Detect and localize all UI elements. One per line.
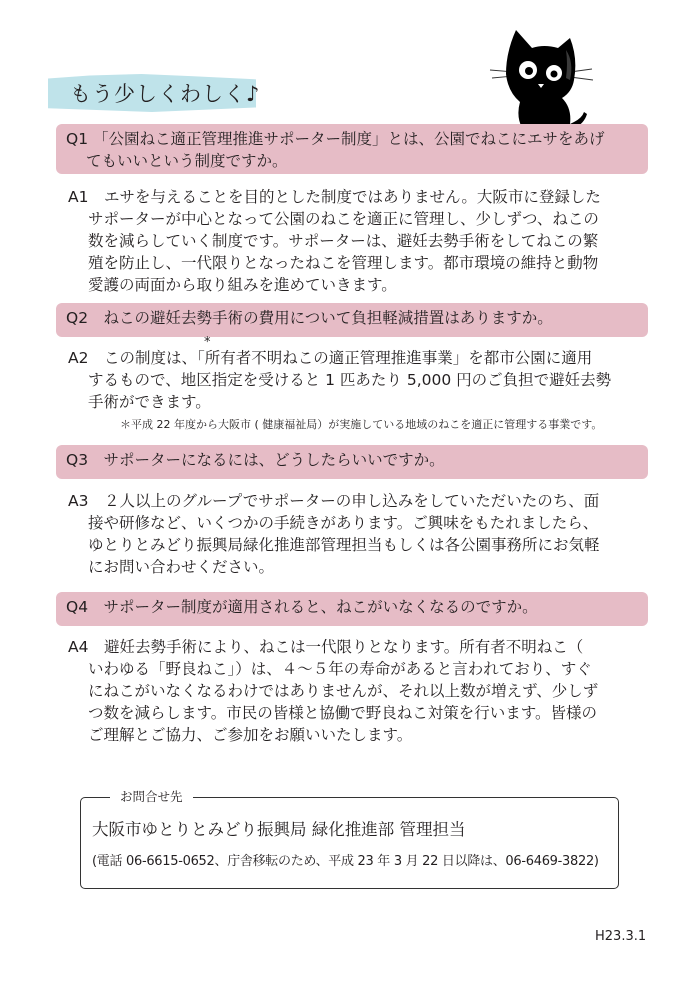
- question-line: Q3 サポーターになるには、どうしたらいいですか。: [66, 451, 445, 469]
- answer-line: 手術ができます。: [88, 393, 211, 411]
- answer-line: いわゆる「野良ねこ」）は、４～５年の寿命があると言われており、すぐ: [88, 660, 592, 678]
- question-line: Q4 サポーター制度が適用されると、ねこがいなくなるのですか。: [66, 598, 538, 616]
- answer-line: 殖を防止し、一代限りとなったねこを管理します。都市環境の維持と動物: [88, 254, 599, 272]
- answer-line: A3 ２人以上のグループでサポーターの申し込みをしていただいたのち、面: [68, 492, 600, 510]
- footnote-marker: *: [204, 335, 211, 350]
- contact-phone: (電話 06-6615-0652、庁舎移転のため、平成 23 年 3 月 22 日以降は、06-6469-3822): [92, 854, 599, 869]
- question-line: Q1 「公園ねこ適正管理推進サポーター制度」とは、公園でねこにエサをあげ: [66, 130, 605, 148]
- answer-3: [68, 490, 643, 578]
- answer-line: にねこがいなくなるわけではありませんが、それ以上数が増えず、少しず: [88, 682, 599, 700]
- answer-1: [68, 186, 643, 296]
- answer-4: [68, 636, 643, 746]
- answer-line: ゆとりとみどり振興局緑化推進部管理担当もしくは各公園事務所にお気軽: [88, 536, 600, 554]
- question-box-4: [56, 592, 648, 626]
- contact-organization: 大阪市ゆとりとみどり振興局 緑化推進部 管理担当: [92, 820, 466, 839]
- black-cat-icon: [486, 28, 598, 130]
- question-line: Q2 ねこの避妊去勢手術の費用について負担軽減措置はありますか。: [66, 309, 553, 327]
- contact-legend: お問合せ先: [110, 787, 193, 805]
- answer-2: [68, 347, 643, 413]
- answer-line: 愛護の両面から取り組みを進めていきます。: [88, 276, 397, 294]
- answer-line: A2 この制度は、「所有者不明ねこの適正管理推進事業」を都市公園に適用: [68, 349, 593, 367]
- cat-body: [506, 30, 587, 128]
- page-title: もう少しくわしく♪: [70, 82, 261, 106]
- answer-line: 数を減らしていく制度です。サポーターは、避妊去勢手術をしてねこの繁: [88, 232, 599, 250]
- answer-line: つ数を減らします。市民の皆様と協働で野良ねこ対策を行います。皆様の: [88, 704, 598, 722]
- answer-line: ご理解とご協力、ご参加をお願いいたします。: [88, 726, 413, 744]
- footnote: ＊平成 22 年度から大阪市 ( 健康福祉局）が実施している地域のねこを適正に管理する事業です。: [120, 418, 603, 431]
- question-box-1: [56, 124, 648, 174]
- question-line: てもいいという制度ですか。: [86, 152, 288, 170]
- contact-box: [80, 797, 619, 889]
- answer-line: A1 エサを与えることを目的とした制度ではありません。大阪市に登録した: [68, 188, 601, 206]
- answer-line: 接や研修など、いくつかの手続きがあります。ご興味をもたれましたら、: [88, 514, 599, 532]
- answer-line: サポーターが中心となって公園のねこを適正に管理し、少しずつ、ねこの: [88, 210, 599, 228]
- question-box-2: [56, 303, 648, 337]
- issue-date: H23.3.1: [595, 929, 647, 944]
- answer-line: するもので、地区指定を受けると 1 匹あたり 5,000 円のご負担で避妊去勢: [88, 371, 612, 389]
- question-box-3: [56, 445, 648, 479]
- answer-line: A4 避妊去勢手術により、ねこは一代限りとなります。所有者不明ねこ（: [68, 638, 584, 656]
- answer-line: にお問い合わせください。: [88, 558, 275, 576]
